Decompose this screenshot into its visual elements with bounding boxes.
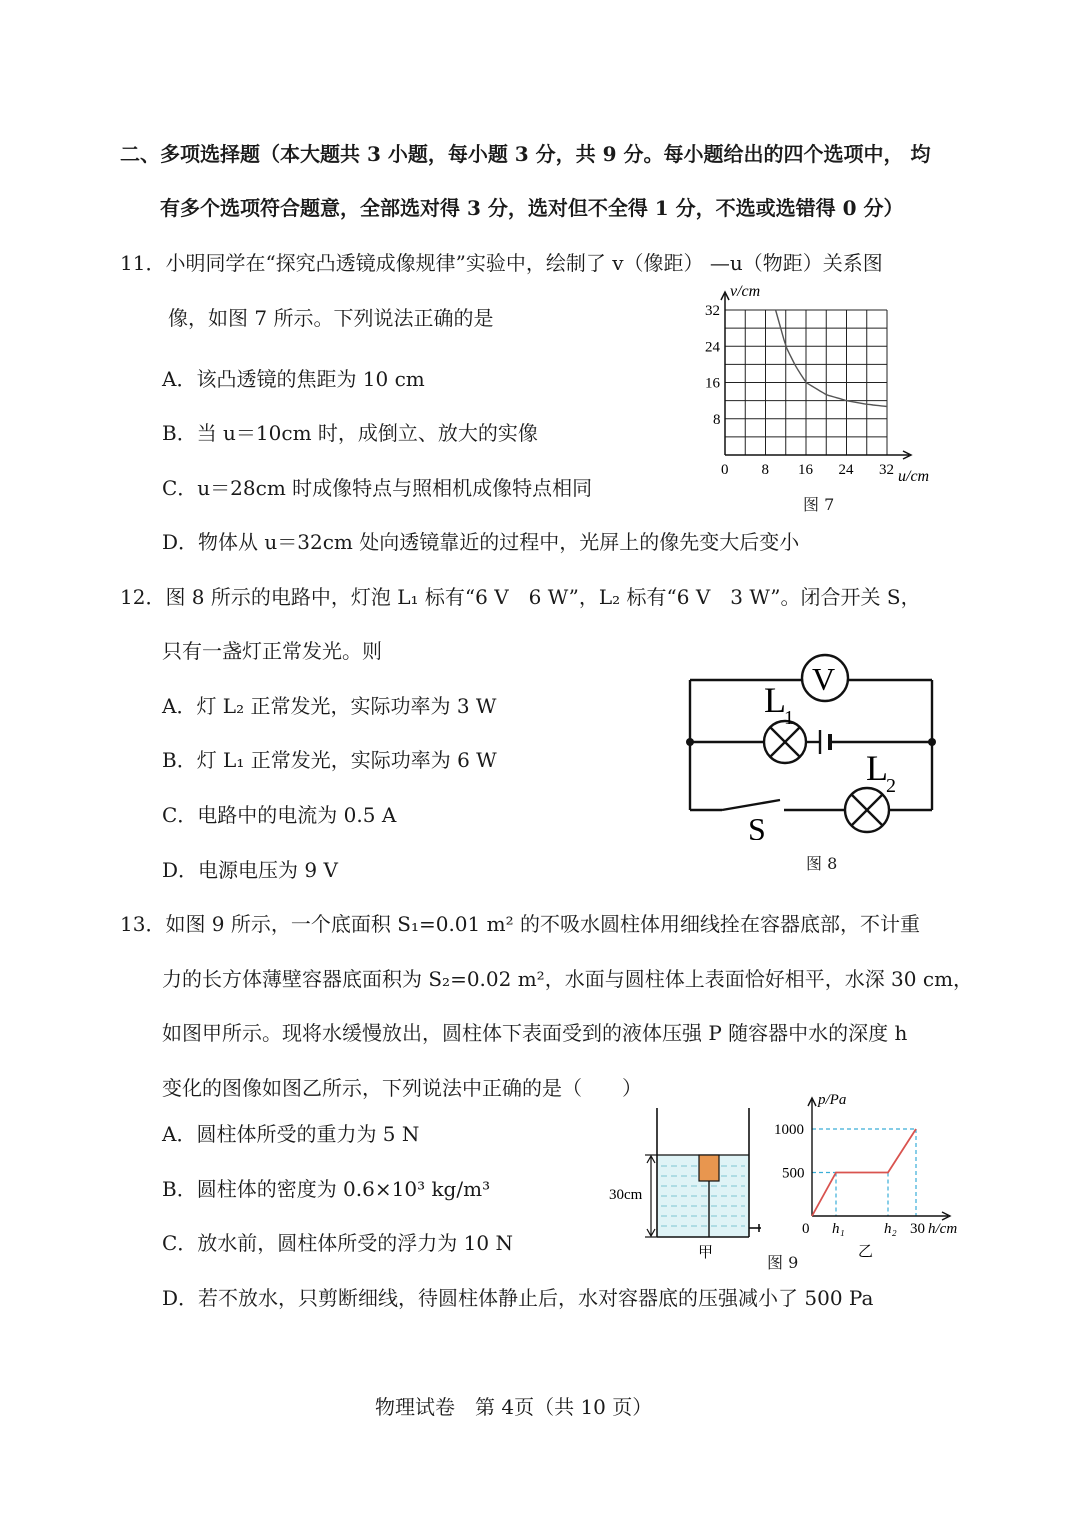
fig9-x-tick: h₁ — [832, 1221, 845, 1237]
fig9-y-tick: 1000 — [774, 1122, 804, 1138]
fig7-x-tick: 16 — [798, 462, 813, 478]
fig9-xlabel: h/cm — [928, 1221, 958, 1237]
lamp-l2-label: L — [866, 748, 888, 788]
q12-stem-line2: 只有一盏灯正常发光。则 — [162, 639, 382, 663]
q13-stem-line2: 力的长方体薄壁容器底面积为 S₂=0.02 m²，水面与圆柱体上表面恰好相平，水深 30 cm， — [162, 967, 974, 991]
q13-option-d: D．若不放水，只剪断细线，待圆柱体静止后，水对容器底的压强减小了 500 Pa — [162, 1286, 874, 1310]
jia-label: 甲 — [698, 1245, 714, 1261]
junction-left — [686, 738, 694, 746]
q13-stem-line3: 如图甲所示。现将水缓慢放出，圆柱体下表面受到的液体压强 P 随容器中水的深度 h — [162, 1021, 908, 1045]
fig7-x-tick: 24 — [838, 462, 854, 478]
fig7-y-tick: 16 — [705, 375, 720, 392]
q11-option-c: C．u＝28cm 时成像特点与照相机成像特点相同 — [162, 476, 593, 500]
q13-option-c: C．放水前，圆柱体所受的浮力为 10 N — [162, 1231, 513, 1255]
fig9-x-tick: 0 — [802, 1221, 810, 1237]
figure-9-container — [605, 1100, 770, 1265]
q11-stem-line2: 像，如图 7 所示。下列说法正确的是 — [168, 306, 494, 330]
figure-7-chart — [690, 280, 960, 490]
section-heading-line1: 二、多项选择题（本大题共 3 小题，每小题 3 分，共 9 分。每小题给出的四个选项中， 均 — [120, 142, 931, 166]
q13-stem-line1: 13．如图 9 所示，一个底面积 S₁=0.01 m² 的不吸水圆柱体用细线拴在容器底部，不计重 — [120, 912, 920, 936]
q12-option-c: C．电路中的电流为 0.5 A — [162, 803, 397, 827]
voltmeter-label: V — [812, 661, 836, 697]
figure-8-circuit — [680, 650, 950, 840]
fig8-caption: 图 8 — [806, 854, 838, 873]
q12-stem-line1: 12．图 8 所示的电路中，灯泡 L₁ 标有“6 V 6 W”，L₂ 标有“6 V 3 W”。闭合开关 S， — [120, 585, 921, 609]
cylinder — [699, 1155, 719, 1181]
depth-label: 30cm — [609, 1187, 643, 1203]
q12-option-d: D．电源电压为 9 V — [162, 858, 338, 882]
fig7-x-tick: 8 — [761, 462, 769, 478]
q13-stem-line4: 变化的图像如图乙所示，下列说法中正确的是（ ） — [162, 1076, 642, 1100]
q11-option-d: D．物体从 u＝32cm 处向透镜靠近的过程中，光屏上的像先变大后变小 — [162, 530, 800, 554]
fig7-axes — [721, 292, 911, 459]
q11-option-b: B．当 u＝10cm 时，成倒立、放大的实像 — [162, 421, 538, 445]
q13-option-a: A．圆柱体所受的重力为 5 N — [162, 1122, 420, 1146]
yi-label: 乙 — [858, 1244, 874, 1260]
q12-option-b: B．灯 L₁ 正常发光，实际功率为 6 W — [162, 748, 497, 772]
section-heading-line2: 有多个选项符合题意，全部选对得 3 分，选对但不全得 1 分，不选或选错得 0 分） — [160, 196, 904, 220]
lamp-l1-subscript: 1 — [784, 707, 794, 729]
fig7-x-tick: 32 — [879, 462, 894, 478]
fig9-x-tick: h₂ — [884, 1221, 897, 1237]
fig7-xlabel: u/cm — [898, 468, 930, 485]
q11-stem-line1: 11．小明同学在“探究凸透镜成像规律”实验中，绘制了 v（像距） —u（物距）关系图 — [120, 251, 883, 275]
q13-option-b: B．圆柱体的密度为 0.6×10³ kg/m³ — [162, 1177, 491, 1201]
fig9-axes — [808, 1098, 950, 1220]
fig7-caption: 图 7 — [803, 495, 835, 514]
page-footer: 物理试卷 第 4页（共 10 页） — [375, 1395, 653, 1419]
fig7-curve — [776, 310, 887, 407]
figure-9-pressure-chart — [772, 1086, 970, 1264]
fig7-ylabel: v/cm — [730, 283, 761, 300]
fig9-y-tick: 500 — [782, 1165, 805, 1182]
fig9-ylabel: p/Pa — [818, 1092, 847, 1108]
switch-blade — [722, 800, 780, 810]
fig7-x-tick: 0 — [721, 462, 729, 478]
fig9-caption: 图 9 — [767, 1253, 799, 1272]
q12-option-a: A．灯 L₂ 正常发光，实际功率为 3 W — [162, 694, 497, 718]
fig7-y-tick: 8 — [713, 411, 721, 428]
fig7-y-tick: 24 — [705, 339, 720, 356]
junction-right — [928, 738, 936, 746]
lamp-l1-label: L — [764, 680, 786, 720]
lamp-l2-subscript: 2 — [886, 775, 896, 797]
switch-label: S — [748, 811, 766, 840]
fig7-y-tick: 32 — [705, 303, 720, 319]
q11-option-a: A．该凸透镜的焦距为 10 cm — [162, 367, 425, 391]
fig9-x-tick: 30 — [910, 1221, 925, 1237]
